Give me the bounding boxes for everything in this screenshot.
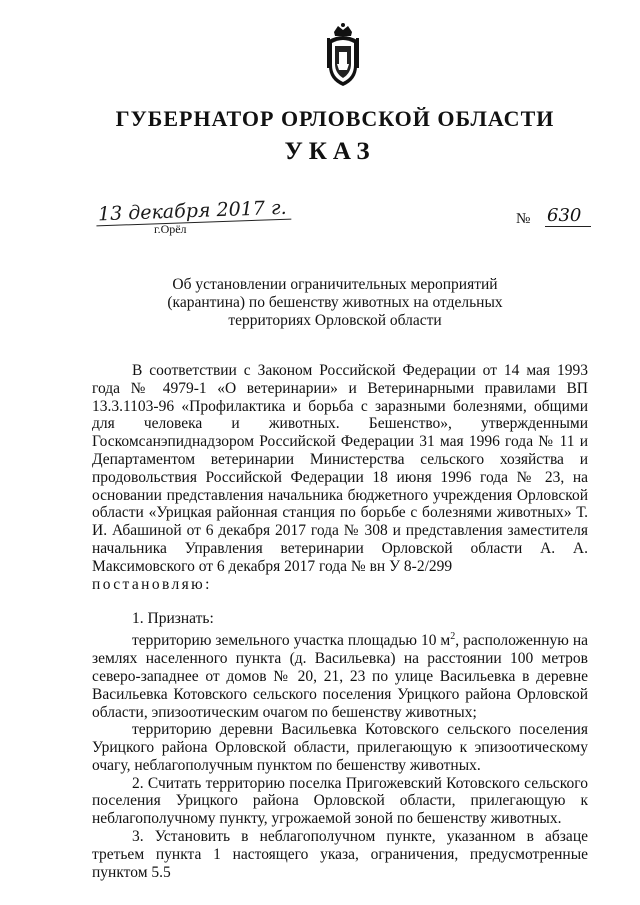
subject-line: территориях Орловской области bbox=[228, 312, 442, 329]
preamble-paragraph: В соответствии с Законом Российской Федерации от 14 мая 1993 года № 4979-1 «О ветеринарии» и Ветеринарными правилами ВП 13.3.1103-96 «Профилактика и борьба с заразными болезнями, общими для человека и животных. Бешенство», утвержденными Госкомсанэпиднадзором Российской Федерации 31 мая 1996 года № 11 и Департаментом ветеринарии Министерства сельского хозяйства и продовольствия Российской Федерации 18 июня 1996 года № 23, на основании представления начальника бюджетного учреждения Орловской области «Урицкая районная станция по борьбе с болезнями животных» Т. И. Абашиной от 6 декабря 2017 года № 308 и представления заместителя начальника Управления ветеринарии Орловской области А. А. Максимовского от 6 декабря 2017 года № вн У 8-2/299 bbox=[92, 362, 588, 575]
subject-line: (карантина) по бешенству животных на отдельных bbox=[167, 294, 503, 311]
item-1-paragraph-2: территорию деревни Васильевка Котовского сельского поселения Урицкого района Орловской области, прилегающую к эпизоотическому очагу, неблагополучным пунктом по бешенству животных. bbox=[92, 721, 588, 774]
coat-of-arms-emblem bbox=[322, 22, 364, 88]
handwritten-number: 630 bbox=[545, 205, 591, 227]
issuing-authority: ГУБЕРНАТОР ОРЛОВСКОЙ ОБЛАСТИ bbox=[115, 106, 555, 131]
superscript-2: 2 bbox=[450, 631, 456, 643]
item-3-paragraph: 3. Установить в неблагополучном пункте, указанном в абзаце третьем пункта 1 настоящего указа, ограничения, предусмотренные пунктом 5.5 bbox=[92, 828, 588, 881]
item-1-title: 1. Признать: bbox=[132, 610, 214, 628]
item-2-paragraph: 2. Считать территорию поселка Пригожевский Котовского сельского поселения Урицкого района Орловской области, прилегающую к неблагополучному пункту, угрожаемой зоной по бешенству животных. bbox=[92, 774, 588, 828]
decree-body bbox=[92, 362, 588, 881]
document-type: УКАЗ bbox=[284, 138, 376, 165]
handwritten-date: 13 декабря 2017 г. bbox=[96, 197, 291, 227]
number-sign: № bbox=[516, 211, 531, 227]
decree-subject bbox=[0, 276, 640, 330]
subject-line: Об установлении ограничительных мероприятий bbox=[172, 276, 498, 293]
issue-city: г.Орёл bbox=[154, 222, 187, 236]
item-1-paragraph-1: территорию земельного участка площадью 10 $м^2$, расположенную на землях населенного пункта (д. Васильевка) на расстоянии 100 метров северо-западнее от домов № 20, 21, 23 по улице Васильевка в деревне Васильевка Котовского сельского поселения Урицкого района Орловской области, эпизоотическим очагом по бешенству животных; bbox=[92, 631, 588, 721]
decree-word: постановляю: bbox=[92, 575, 212, 593]
